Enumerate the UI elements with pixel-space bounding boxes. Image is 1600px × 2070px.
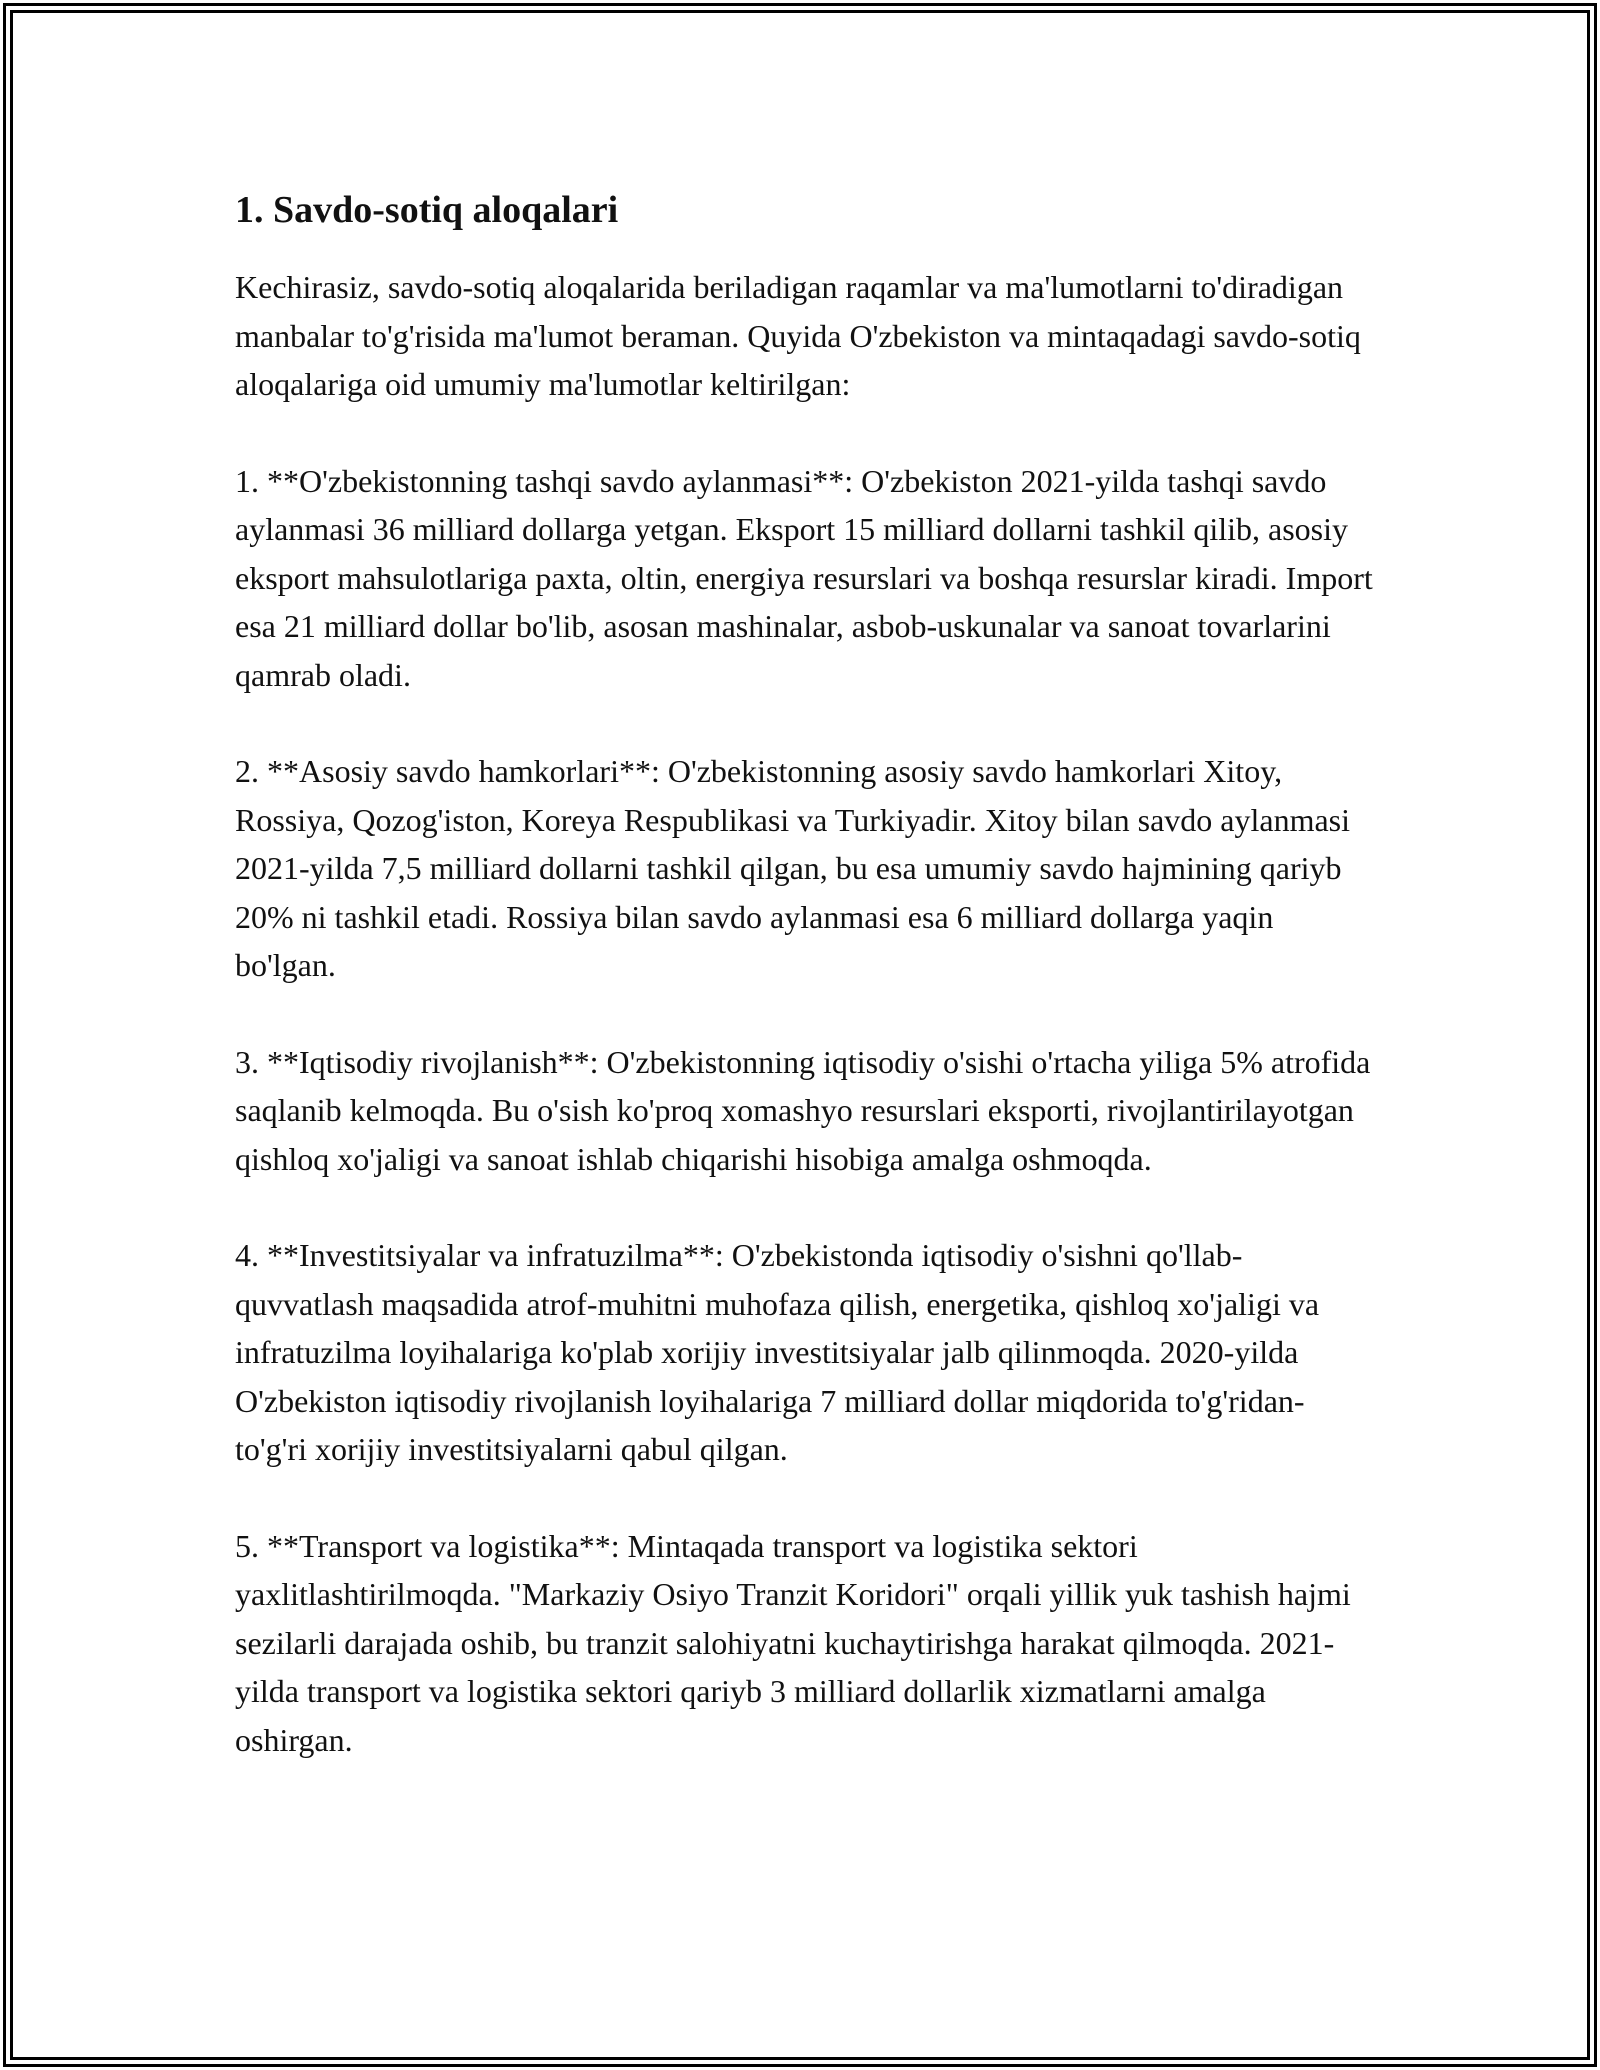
paragraph-intro: Kechirasiz, savdo-sotiq aloqalarida beriladigan raqamlar va ma'lumotlarni to'diradigan manbalar to'g'risida ma'lumot beraman. Quyida O'zbekiston va mintaqadagi savdo-sotiq aloqalariga oid umumiy ma'lumotlar keltirilgan: <box>235 269 1361 402</box>
paragraph-investments: 4. **Investitsiyalar va infratuzilma**: O'zbekistonda iqtisodiy o'sishni qo'llab-quvvatlash maqsadida atrof-muhitni muhofaza qilish, energetika, qishloq xo'jaligi va infratuzilma loyihalariga ko'plab xorijiy investitsiyalar jalb qilinmoqda. 2020-yilda O'zbekiston iqtisodiy rivojlanish loyihalariga 7 milliard dollar miqdorida to'g'ridan-to'g'ri xorijiy investitsiyalarni qabul qilgan. <box>235 1237 1320 1467</box>
paragraph-trade-partners: 2. **Asosiy savdo hamkorlari**: O'zbekistonning asosiy savdo hamkorlari Xitoy, Rossiya, Qozog'iston, Koreya Respublikasi va Turkiyadir. Xitoy bilan savdo aylanmasi 2021-yilda 7,5 milliard dollarni tashkil qilgan, bu esa umumiy savdo hajmining qariyb 20% ni tashkil etadi. Rossiya bilan savdo aylanmasi esa 6 milliard dollarga yaqin bo'lgan. <box>235 753 1350 983</box>
paragraph-economic-development: 3. **Iqtisodiy rivojlanish**: O'zbekistonning iqtisodiy o'sishi o'rtacha yiliga 5% atrofida saqlanib kelmoqda. Bu o'sish ko'proq xomashyo resurslari eksporti, rivojlantirilayotgan qishloq xo'jaligi va sanoat ishlab chiqarishi hisobiga amalga oshmoqda. <box>235 1043 1371 1177</box>
document-body <box>235 185 1375 1812</box>
document-title: 1. Savdo-sotiq aloqalari <box>235 189 619 231</box>
paragraph-transport-logistics: 5. **Transport va logistika**: Mintaqada transport va logistika sektori yaxlitlashtirilmoqda. "Markaziy Osiyo Tranzit Koridori" orqali yillik yuk tashish hajmi sezilarli darajada oshib, bu tranzit salohiyatni kuchaytirishga harakat qilmoqda. 2021-yilda transport va logistika sektori qariyb 3 milliard dollarlik xizmatlarni amalga oshirgan. <box>235 1527 1351 1758</box>
paragraph-trade-turnover: 1. **O'zbekistonning tashqi savdo aylanmasi**: O'zbekiston 2021-yilda tashqi savdo aylanmasi 36 milliard dollarga yetgan. Eksport 15 milliard dollarni tashkil qilib, asosiy eksport mahsulotlariga paxta, oltin, energiya resurslari va boshqa resurslar kiradi. Import esa 21 milliard dollar bo'lib, asosan mashinalar, asbob-uskunalar va sanoat tovarlarini qamrab oladi. <box>235 462 1373 693</box>
